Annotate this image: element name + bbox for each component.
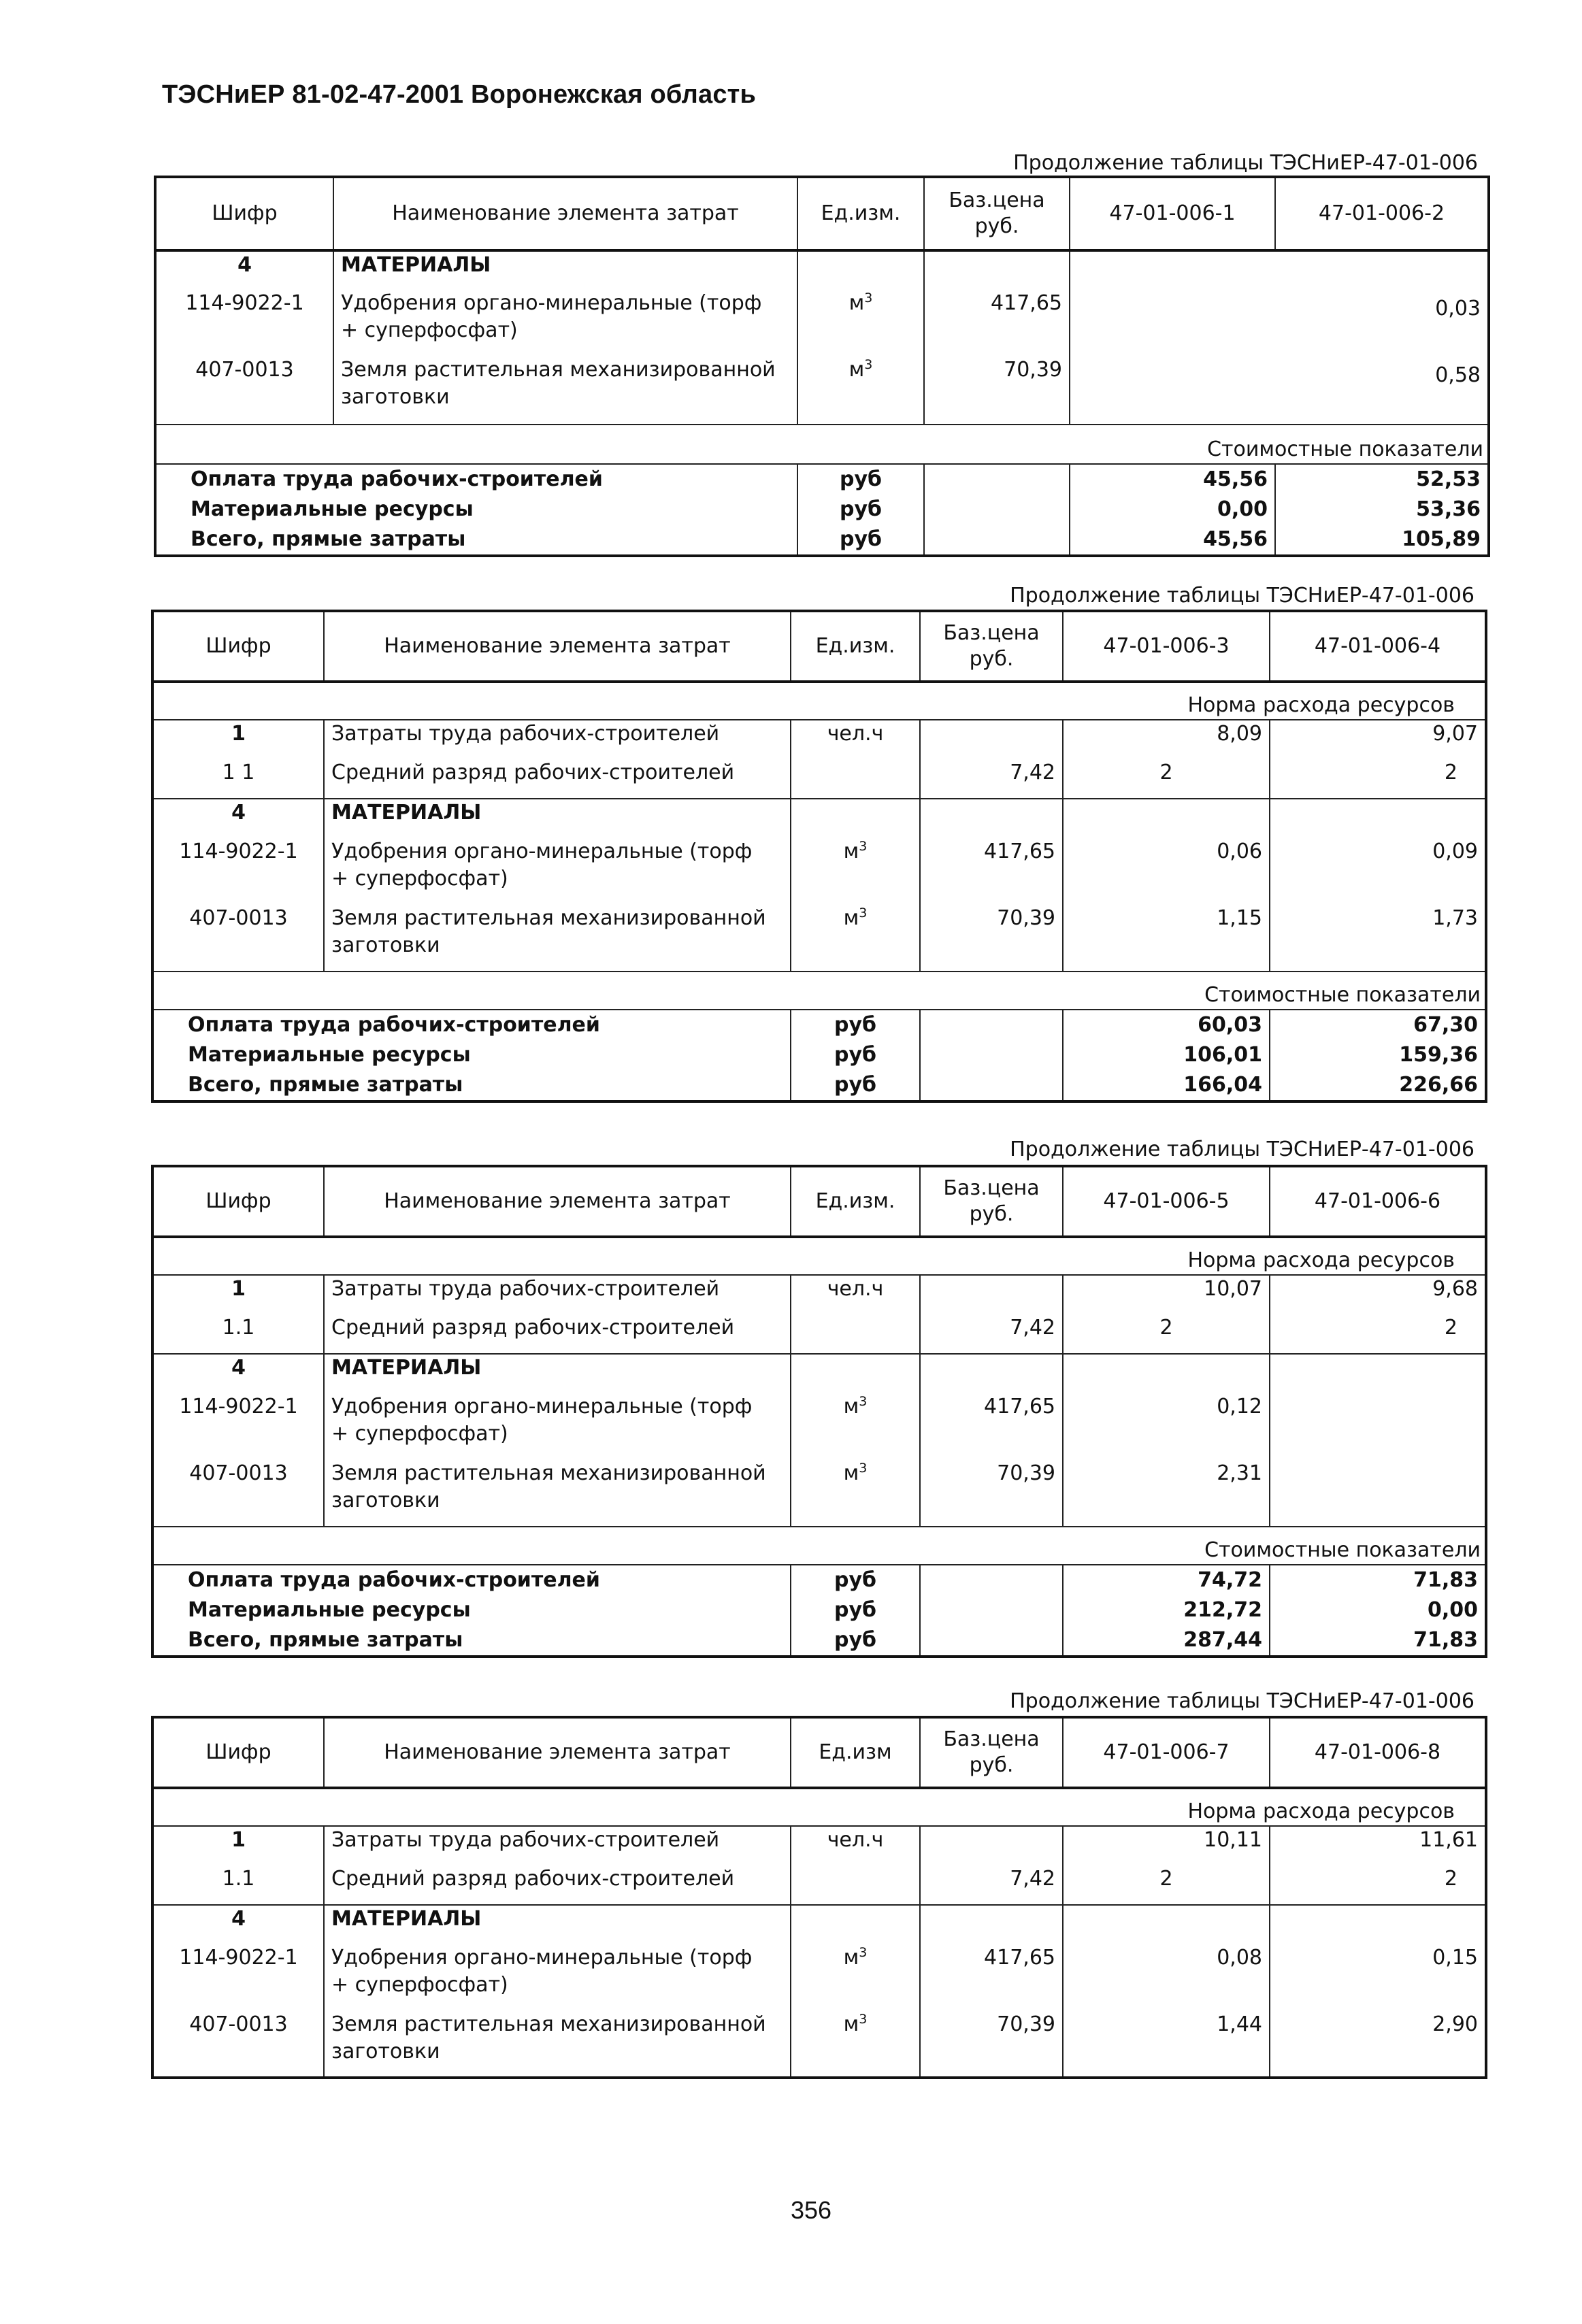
table-header-row <box>152 1166 1486 1237</box>
table-row: 4 МАТЕРИАЛЫ <box>155 250 1489 290</box>
header-code: Шифр <box>155 177 333 250</box>
header-name: Наименование элемента затрат <box>324 1166 791 1237</box>
table-row: 4 МАТЕРИАЛЫ <box>152 799 1486 838</box>
table-row: 4 МАТЕРИАЛЫ <box>152 1354 1486 1393</box>
header-price: Баз.цена руб. <box>920 1717 1063 1788</box>
section-row: Норма расхода ресурсов <box>152 1788 1486 1826</box>
header-name: Наименование элемента затрат <box>324 611 791 682</box>
summary-row: Материальные ресурсы руб 212,72 0,00 <box>152 1595 1486 1625</box>
header-col1: 47-01-006-5 <box>1063 1166 1270 1237</box>
norm-table-4 <box>151 1716 1487 2079</box>
table-caption: Продолжение таблицы ТЭСНиЕР-47-01-006 <box>1010 1689 1474 1713</box>
summary-row: Оплата труда рабочих-строителей руб 45,56 52,53 <box>155 464 1489 495</box>
table-row: 4 МАТЕРИАЛЫ <box>152 1905 1486 1944</box>
table-caption: Продолжение таблицы ТЭСНиЕР-47-01-006 <box>1013 151 1478 175</box>
table-row: 114-9022-1 Удобрения органо-минеральные (торф + суперфосфат) $м^3$ 417,65 0,06 0,09 <box>152 838 1486 905</box>
table-header-row <box>152 611 1486 682</box>
header-col2: 47-01-006-6 <box>1270 1166 1486 1237</box>
table-row: 1 1 Средний разряд рабочих-строителей 7,42 2 2 <box>152 759 1486 799</box>
norm-table-3 <box>151 1165 1487 1658</box>
summary-row: Всего, прямые затраты руб 166,04 226,66 <box>152 1070 1486 1101</box>
section-row: Стоимостные показатели <box>152 972 1486 1010</box>
header-col1: 47-01-006-3 <box>1063 611 1270 682</box>
header-col1: 47-01-006-7 <box>1063 1717 1270 1788</box>
table-header-row <box>152 1717 1486 1788</box>
header-price: Баз.цена руб. <box>920 611 1063 682</box>
table-header-row <box>155 177 1489 250</box>
header-unit: Ед.изм. <box>791 1166 920 1237</box>
header-price: Баз.цена руб. <box>920 1166 1063 1237</box>
table-row: 114-9022-1 Удобрения органо-минеральные (торф + суперфосфат) $м^3$ 417,65 0,08 0,15 <box>152 1944 1486 2011</box>
table-row: 1.1 Средний разряд рабочих-строителей 7,42 2 2 <box>152 1314 1486 1354</box>
table-caption: Продолжение таблицы ТЭСНиЕР-47-01-006 <box>1010 1138 1474 1161</box>
section-row: Стоимостные показатели <box>152 1527 1486 1565</box>
header-price: Баз.цена руб. <box>924 177 1070 250</box>
norm-table-2 <box>151 610 1487 1103</box>
summary-row: Всего, прямые затраты руб 287,44 71,83 <box>152 1625 1486 1657</box>
table-row: 1 Затраты труда рабочих-строителей чел.ч 8,09 9,07 <box>152 720 1486 759</box>
header-col2: 47-01-006-8 <box>1270 1717 1486 1788</box>
header-code: Шифр <box>152 1717 324 1788</box>
table-row: 407-0013 Земля растительная механизированной заготовки $м^3$ 70,39 2,31 <box>152 1460 1486 1527</box>
norm-table-1 <box>154 176 1490 557</box>
header-code: Шифр <box>152 1166 324 1237</box>
table-row: 407-0013 Земля растительная механизированной заготовки $м^3$ 70,39 0,58 <box>155 356 1489 425</box>
table-caption: Продолжение таблицы ТЭСНиЕР-47-01-006 <box>1010 584 1474 608</box>
section-row: Норма расхода ресурсов <box>152 682 1486 720</box>
header-unit: Ед.изм. <box>797 177 924 250</box>
document-title: ТЭСНиЕР 81-02-47-2001 Воронежская область <box>162 80 757 109</box>
table-row: 407-0013 Земля растительная механизированной заготовки $м^3$ 70,39 1,44 2,90 <box>152 2011 1486 2078</box>
header-unit: Ед.изм <box>791 1717 920 1788</box>
header-col2: 47-01-006-2 <box>1275 177 1489 250</box>
table-row: 407-0013 Земля растительная механизированной заготовки $м^3$ 70,39 1,15 1,73 <box>152 905 1486 972</box>
header-unit: Ед.изм. <box>791 611 920 682</box>
summary-row: Всего, прямые затраты руб 45,56 105,89 <box>155 525 1489 556</box>
summary-row: Материальные ресурсы руб 106,01 159,36 <box>152 1040 1486 1070</box>
section-row: Стоимостные показатели <box>155 425 1489 464</box>
summary-row: Материальные ресурсы руб 0,00 53,36 <box>155 495 1489 525</box>
table-row: 1.1 Средний разряд рабочих-строителей 7,42 2 2 <box>152 1865 1486 1905</box>
header-name: Наименование элемента затрат <box>324 1717 791 1788</box>
summary-row: Оплата труда рабочих-строителей руб 74,72 71,83 <box>152 1565 1486 1595</box>
table-row: 1 Затраты труда рабочих-строителей чел.ч 10,11 11,61 <box>152 1826 1486 1865</box>
table-row: 114-9022-1 Удобрения органо-минеральные (торф + суперфосфат) $м^3$ 417,65 0,03 <box>155 290 1489 356</box>
header-col1: 47-01-006-1 <box>1070 177 1275 250</box>
table-row: 114-9022-1 Удобрения органо-минеральные (торф + суперфосфат) $м^3$ 417,65 0,12 <box>152 1393 1486 1460</box>
header-name: Наименование элемента затрат <box>333 177 797 250</box>
header-col2: 47-01-006-4 <box>1270 611 1486 682</box>
table-row: 1 Затраты труда рабочих-строителей чел.ч 10,07 9,68 <box>152 1275 1486 1314</box>
header-code: Шифр <box>152 611 324 682</box>
summary-row: Оплата труда рабочих-строителей руб 60,03 67,30 <box>152 1010 1486 1040</box>
page-number: 356 <box>791 2196 832 2224</box>
section-row: Норма расхода ресурсов <box>152 1237 1486 1275</box>
